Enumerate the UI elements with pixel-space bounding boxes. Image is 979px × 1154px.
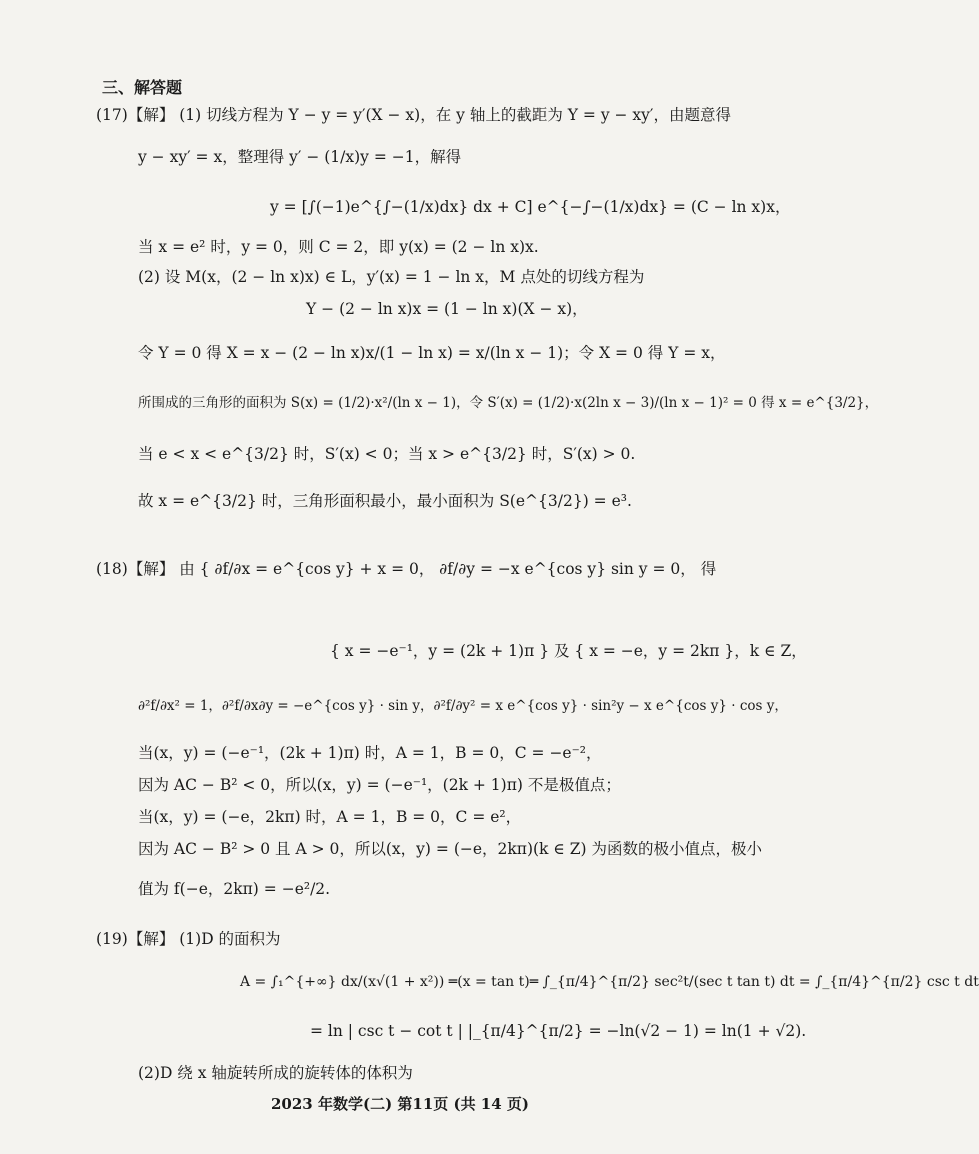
solution-line: 因为 AC − B² > 0 且 A > 0，所以(x，y) = (−e，2kπ)(k ∈ Z) 为函数的极小值点，极小 bbox=[138, 840, 763, 858]
solution-line: 当 e < x < e^{3/2} 时，S′(x) < 0；当 x > e^{3/2} 时，S′(x) > 0. bbox=[138, 445, 636, 463]
solution-line: 当 x = e² 时，y = 0，则 C = 2，即 y(x) = (2 − ln x)x. bbox=[138, 238, 539, 256]
solution-line: A = ∫₁^{+∞} dx/(x√(1 + x²)) ═(x = tan t)═ ∫_{π/4}^{π/2} sec²t/(sec t tan t) dt = ∫_{π/4}^{π/2} csc t dt bbox=[240, 974, 979, 990]
solution-line: (18)【解】 由 { ∂f/∂x = e^{cos y} + x = 0， ∂f/∂y = −x e^{cos y} sin y = 0， 得 bbox=[96, 560, 717, 578]
solution-line: y = [∫(−1)e^{∫−(1/x)dx} dx + C] e^{−∫−(1/x)dx} = (C − ln x)x， bbox=[270, 198, 791, 216]
solution-line: ∂²f/∂x² = 1，∂²f/∂x∂y = −e^{cos y} · sin y，∂²f/∂y² = x e^{cos y} · sin²y − x e^{cos y} · cos y， bbox=[138, 698, 788, 714]
solution-line: 因为 AC − B² < 0，所以(x，y) = (−e⁻¹，(2k + 1)π) 不是极值点； bbox=[138, 776, 621, 794]
solution-line: 当(x，y) = (−e⁻¹，(2k + 1)π) 时，A = 1，B = 0，C = −e⁻²， bbox=[138, 744, 602, 762]
solution-line: (2) 设 M(x，(2 − ln x)x) ∈ L，y′(x) = 1 − ln x，M 点处的切线方程为 bbox=[138, 268, 645, 286]
page-footer: 2023 年数学(二) 第11页 (共 14 页) bbox=[271, 1095, 529, 1113]
solution-line: 所围成的三角形的面积为 S(x) = (1/2)·x²/(ln x − 1)，令 S′(x) = (1/2)·x(2ln x − 3)/(ln x − 1)² = 0 得 x = e^{3/2}， bbox=[138, 395, 879, 411]
solution-line: 值为 f(−e，2kπ) = −e²/2. bbox=[138, 880, 331, 898]
solution-line: Y − (2 − ln x)x = (1 − ln x)(X − x)， bbox=[306, 300, 588, 318]
solution-line: (17)【解】 (1) 切线方程为 Y − y = y′(X − x)，在 y 轴上的截距为 Y = y − xy′，由题意得 bbox=[96, 106, 731, 124]
solution-line: 令 Y = 0 得 X = x − (2 − ln x)x/(1 − ln x) = x/(ln x − 1)；令 X = 0 得 Y = x， bbox=[138, 344, 726, 362]
section-title: 三、解答题 bbox=[102, 78, 183, 97]
solution-line: = ln | csc t − cot t | |_{π/4}^{π/2} = −ln(√2 − 1) = ln(1 + √2). bbox=[310, 1022, 807, 1040]
solution-line: 当(x，y) = (−e，2kπ) 时，A = 1，B = 0，C = e²， bbox=[138, 808, 522, 826]
solution-line: (2)D 绕 x 轴旋转所成的旋转体的体积为 bbox=[138, 1064, 413, 1082]
solution-line: (19)【解】 (1)D 的面积为 bbox=[96, 930, 281, 948]
solution-line: { x = −e⁻¹，y = (2k + 1)π } 及 { x = −e，y = 2kπ }，k ∈ Z， bbox=[330, 642, 807, 660]
solution-line: y − xy′ = x，整理得 y′ − (1/x)y = −1，解得 bbox=[138, 148, 462, 166]
solution-line: 故 x = e^{3/2} 时，三角形面积最小，最小面积为 S(e^{3/2}) = e³. bbox=[138, 492, 632, 510]
